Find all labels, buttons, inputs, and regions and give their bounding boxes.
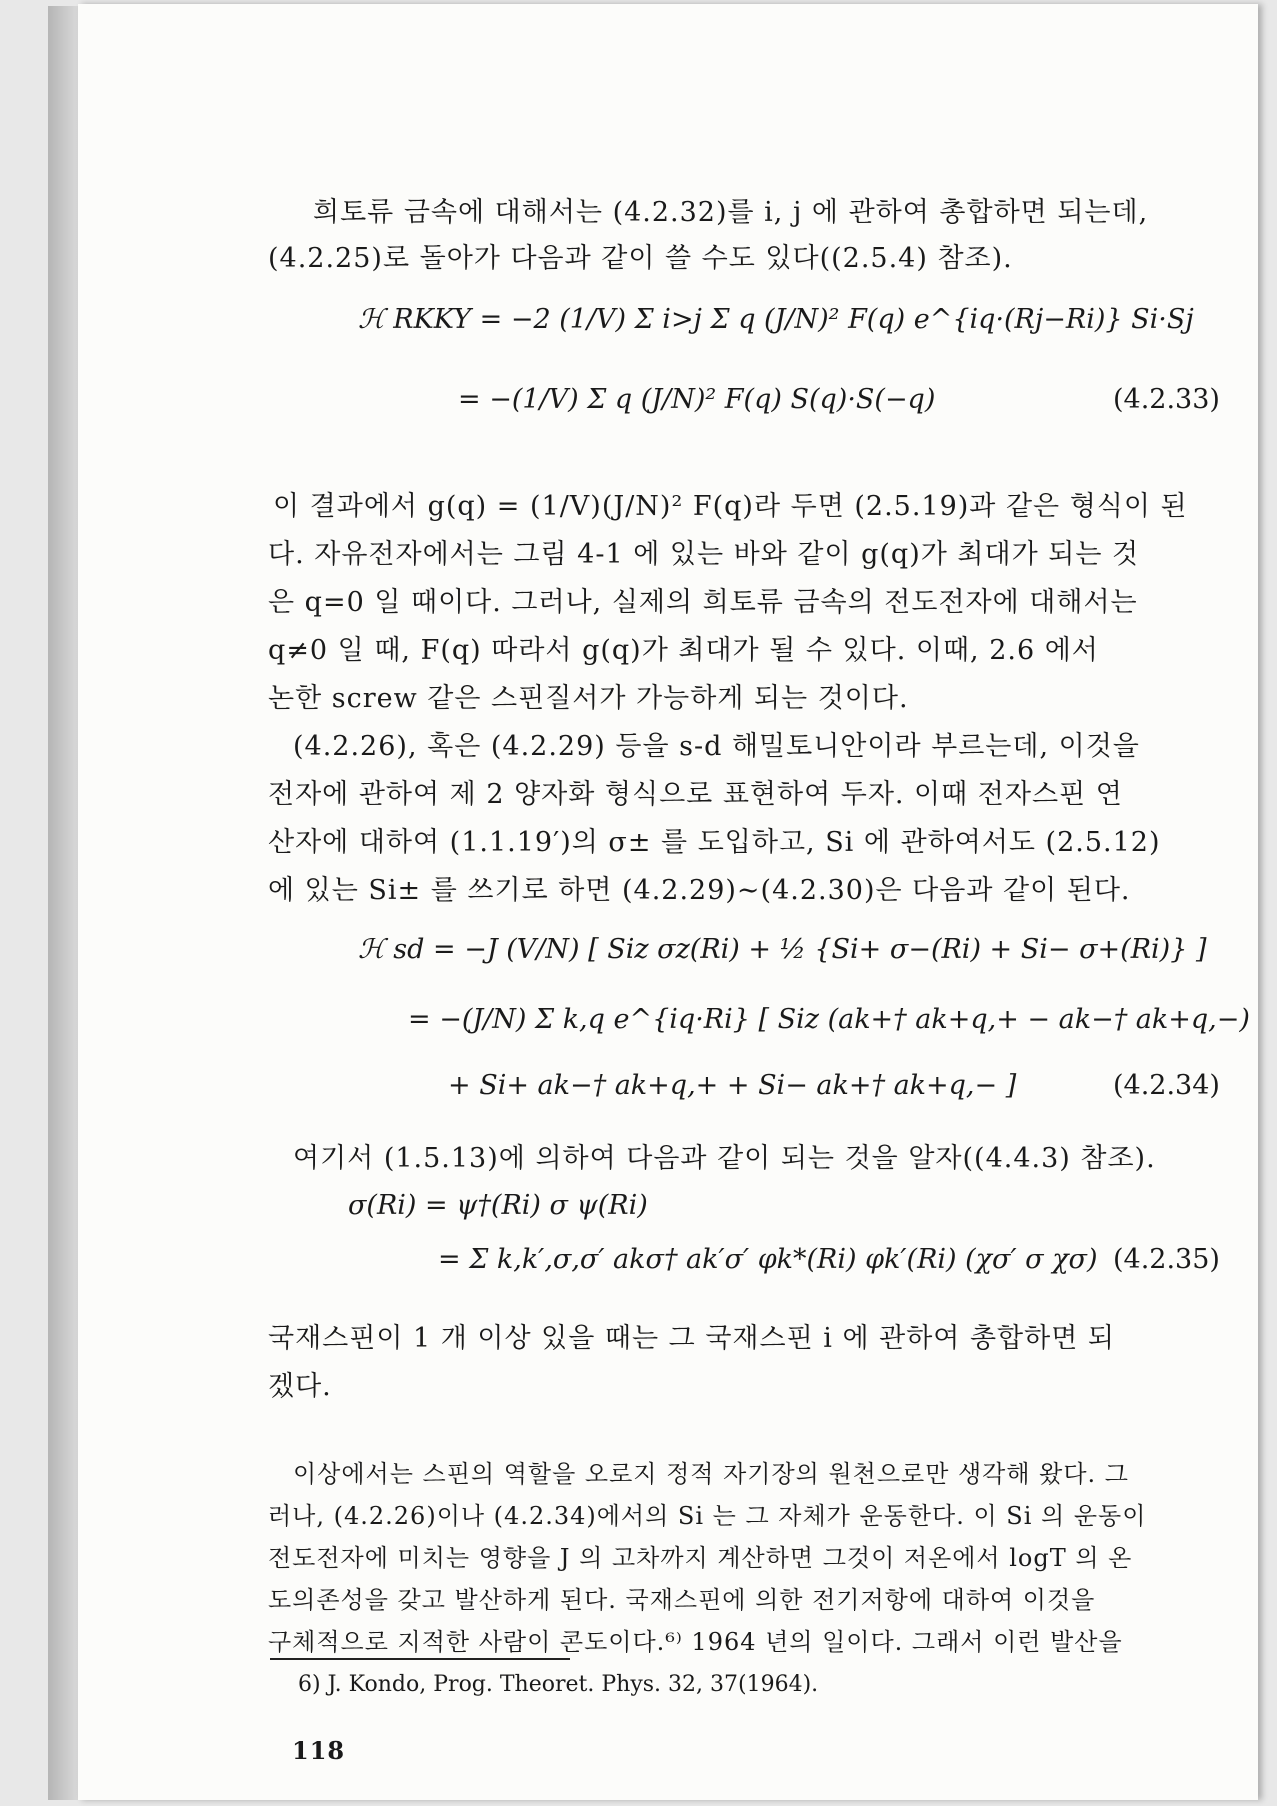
para2-line3: 은 q=0 일 때이다. 그러나, 실제의 희토류 금속의 전도전자에 대해서는 bbox=[268, 587, 1138, 618]
equation-number: (4.2.33) bbox=[1113, 384, 1220, 415]
para4-line1: 여기서 (1.5.13)에 의하여 다음과 같이 되는 것을 알자((4.4.3) 참조). bbox=[293, 1143, 1156, 1174]
para6-line1: 이상에서는 스핀의 역할을 오로지 정적 자기장의 원천으로만 생각해 왔다. 그 bbox=[293, 1460, 1129, 1488]
footnote: 6) J. Kondo, Prog. Theoret. Phys. 32, 37(1964). bbox=[298, 1672, 819, 1697]
para6-line4: 도의존성을 갖고 발산하게 된다. 국재스핀에 의한 전기저항에 대하여 이것을 bbox=[268, 1586, 1096, 1614]
para1-line2: (4.2.25)로 돌아가 다음과 같이 쓸 수도 있다((2.5.4) 참조). bbox=[268, 243, 1013, 274]
equation-4-2-34-line3: + Si+ ak−† ak+q,+ + Si− ak+† ak+q,− ] bbox=[448, 1070, 1017, 1101]
equation-4-2-35-line2: = Σ k,k′,σ,σ′ akσ† ak′σ′ φk*(Ri) φk′(Ri) (χσ′ σ χσ) bbox=[438, 1244, 1098, 1275]
para5-line2: 겠다. bbox=[268, 1371, 332, 1402]
para2-line5: 논한 screw 같은 스핀질서가 가능하게 되는 것이다. bbox=[268, 683, 909, 714]
para2-line1: 이 결과에서 g(q) = (1/V)(J/N)² F(q)라 두면 (2.5.19)과 같은 형식이 된 bbox=[273, 491, 1188, 522]
equation-4-2-34-line2: = −(J/N) Σ k,q e^{iq·Ri} [ Siz (ak+† ak+q,+ − ak−† ak+q,−) bbox=[408, 1004, 1250, 1035]
para3-line3: 산자에 대하여 (1.1.19′)의 σ± 를 도입하고, Si 에 관하여서도 (2.5.12) bbox=[268, 827, 1161, 858]
para3-line4: 에 있는 Si± 를 쓰기로 하면 (4.2.29)∼(4.2.30)은 다음과 같이 된다. bbox=[268, 875, 1131, 906]
para6-line2: 러나, (4.2.26)이나 (4.2.34)에서의 Si 는 그 자체가 운동한다. 이 Si 의 운동이 bbox=[268, 1502, 1147, 1530]
para2-line2: 다. 자유전자에서는 그림 4-1 에 있는 바와 같이 g(q)가 최대가 되는 것 bbox=[268, 539, 1140, 570]
equation-4-2-35-line1: σ(Ri) = ψ†(Ri) σ ψ(Ri) bbox=[348, 1190, 648, 1221]
para5-line1: 국재스핀이 1 개 이상 있을 때는 그 국재스핀 i 에 관하여 총합하면 되 bbox=[268, 1323, 1115, 1354]
para2-line4: q≠0 일 때, F(q) 따라서 g(q)가 최대가 될 수 있다. 이때, 2.6 에서 bbox=[268, 635, 1099, 666]
page-edge bbox=[48, 6, 78, 1800]
equation-4-2-34-line1: ℋ sd = −J (V/N) [ Siz σz(Ri) + ½ {Si+ σ−(Ri) + Si− σ+(Ri)} ] bbox=[358, 934, 1207, 965]
para6-line3: 전도전자에 미치는 영향을 J 의 고차까지 계산하면 그것이 저온에서 logT 의 온 bbox=[268, 1544, 1133, 1572]
equation-4-2-33-line1: ℋ RKKY = −2 (1/V) Σ i>j Σ q (J/N)² F(q) e^{iq·(Rj−Ri)} Si·Sj bbox=[358, 304, 1194, 335]
para3-line1: (4.2.26), 혹은 (4.2.29) 등을 s-d 해밀토니안이라 부르는데, 이것을 bbox=[293, 731, 1140, 762]
equation-4-2-33-line2: = −(1/V) Σ q (J/N)² F(q) S(q)·S(−q) bbox=[458, 384, 936, 415]
para3-line2: 전자에 관하여 제 2 양자화 형식으로 표현하여 두자. 이때 전자스핀 연 bbox=[268, 779, 1123, 810]
para6-line5: 구체적으로 지적한 사람이 콘도이다.⁶⁾ 1964 년의 일이다. 그래서 이런 발산을 bbox=[268, 1628, 1123, 1656]
equation-number: (4.2.34) bbox=[1113, 1070, 1220, 1101]
equation-number: (4.2.35) bbox=[1113, 1244, 1220, 1275]
page-number: 118 bbox=[292, 1736, 346, 1765]
para1-line1: 희토류 금속에 대해서는 (4.2.32)를 i, j 에 관하여 총합하면 되는데, bbox=[313, 197, 1149, 228]
book-page bbox=[78, 4, 1258, 1800]
underline-mark bbox=[270, 1658, 570, 1660]
